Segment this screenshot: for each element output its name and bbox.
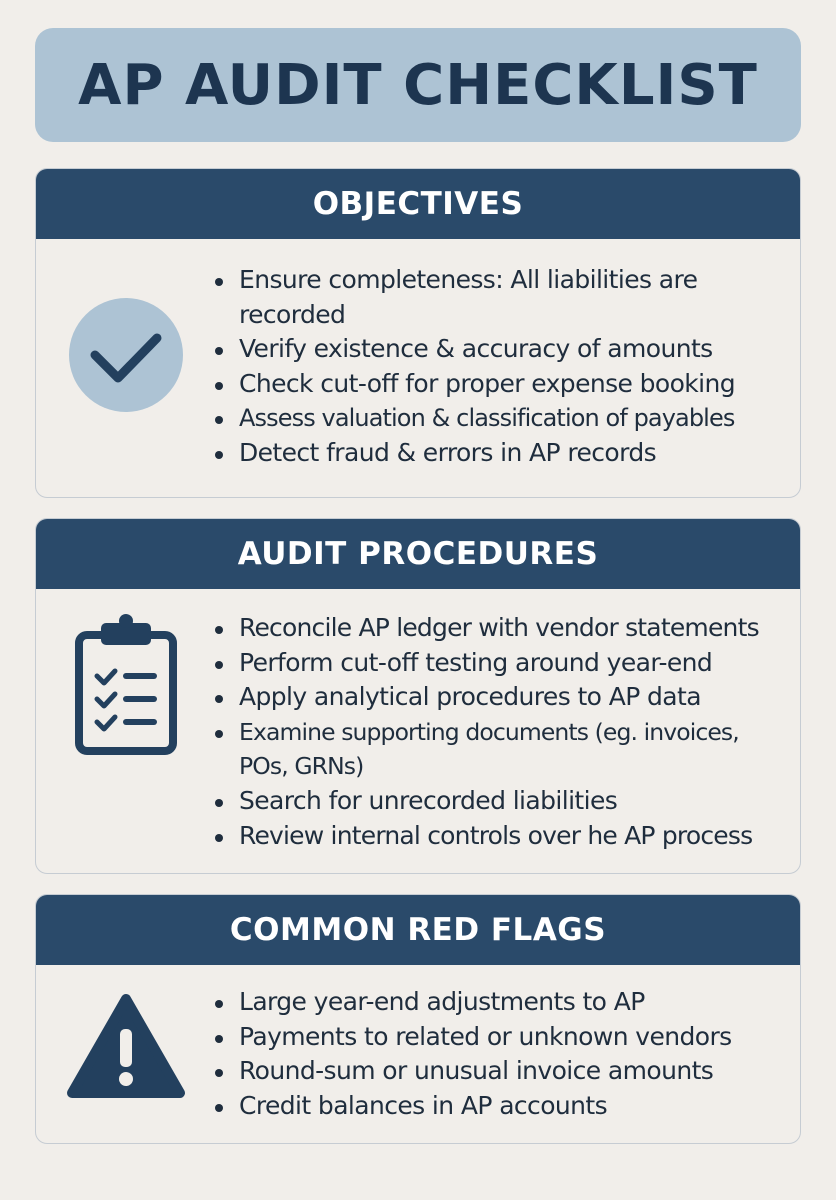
- list-item: [212, 819, 800, 854]
- checkmark-icon: [36, 297, 216, 413]
- objectives-title: OBJECTIVES: [312, 186, 524, 222]
- red-flags-section: [35, 894, 801, 1144]
- title-banner: [35, 28, 801, 142]
- list-item-text: Reconcile AP ledger with vendor statements: [239, 613, 759, 642]
- list-item-text: Review internal controls over he AP process: [239, 820, 753, 850]
- red-flags-header: [36, 895, 800, 965]
- list-item-text: Perform cut-off testing around year-end: [239, 647, 713, 677]
- list-item-text: Check cut-off for proper expense booking: [239, 368, 736, 398]
- list-item: [212, 1089, 800, 1124]
- objectives-section: [35, 168, 801, 498]
- list-item: [212, 715, 800, 784]
- list-item-text: Ensure completeness: All liabilities are: [239, 265, 698, 294]
- red-flags-title: COMMON RED FLAGS: [229, 912, 607, 948]
- list-item: [212, 263, 800, 332]
- list-item-text: Assess valuation & classification of payables: [239, 404, 735, 433]
- list-item-text: Round-sum or unusual invoice amounts: [239, 1056, 714, 1086]
- list-item: [212, 1020, 800, 1055]
- page-title: AP AUDIT CHECKLIST: [78, 52, 758, 118]
- objectives-list: [212, 263, 800, 471]
- warning-triangle-icon: [36, 991, 216, 1101]
- list-item-continuation: recorded: [239, 299, 346, 329]
- list-item-text: Detect fraud & errors in AP records: [239, 437, 657, 467]
- list-item: [212, 784, 800, 819]
- list-item: [212, 1054, 800, 1089]
- list-item-text: Apply analytical procedures to AP data: [239, 682, 701, 712]
- list-item: [212, 646, 800, 681]
- list-item-text: Credit balances in AP accounts: [239, 1090, 608, 1120]
- red-flags-list: [212, 985, 800, 1123]
- list-item-text: Verify existence & accuracy of amounts: [239, 334, 713, 364]
- audit-procedures-header: [36, 519, 800, 589]
- list-item: [212, 611, 800, 646]
- list-item-text: Search for unrecorded liabilities: [239, 785, 618, 815]
- list-item: [212, 985, 800, 1020]
- list-item: [212, 680, 800, 715]
- list-item: [212, 332, 800, 367]
- list-item-text: Large year-end adjustments to AP: [239, 987, 645, 1016]
- list-item-text: Payments to related or unknown vendors: [239, 1021, 732, 1051]
- audit-procedures-title: AUDIT PROCEDURES: [237, 536, 599, 572]
- list-item-text: Examine supporting documents (eg. invoices,: [239, 717, 739, 746]
- audit-procedures-section: [35, 518, 801, 874]
- audit-procedures-list: [212, 611, 800, 853]
- clipboard-checklist-icon: [36, 613, 216, 757]
- list-item: [212, 367, 800, 402]
- list-item-continuation: POs, GRNs): [239, 752, 364, 781]
- list-item: [212, 401, 800, 436]
- objectives-header: [36, 169, 800, 239]
- list-item: [212, 436, 800, 471]
